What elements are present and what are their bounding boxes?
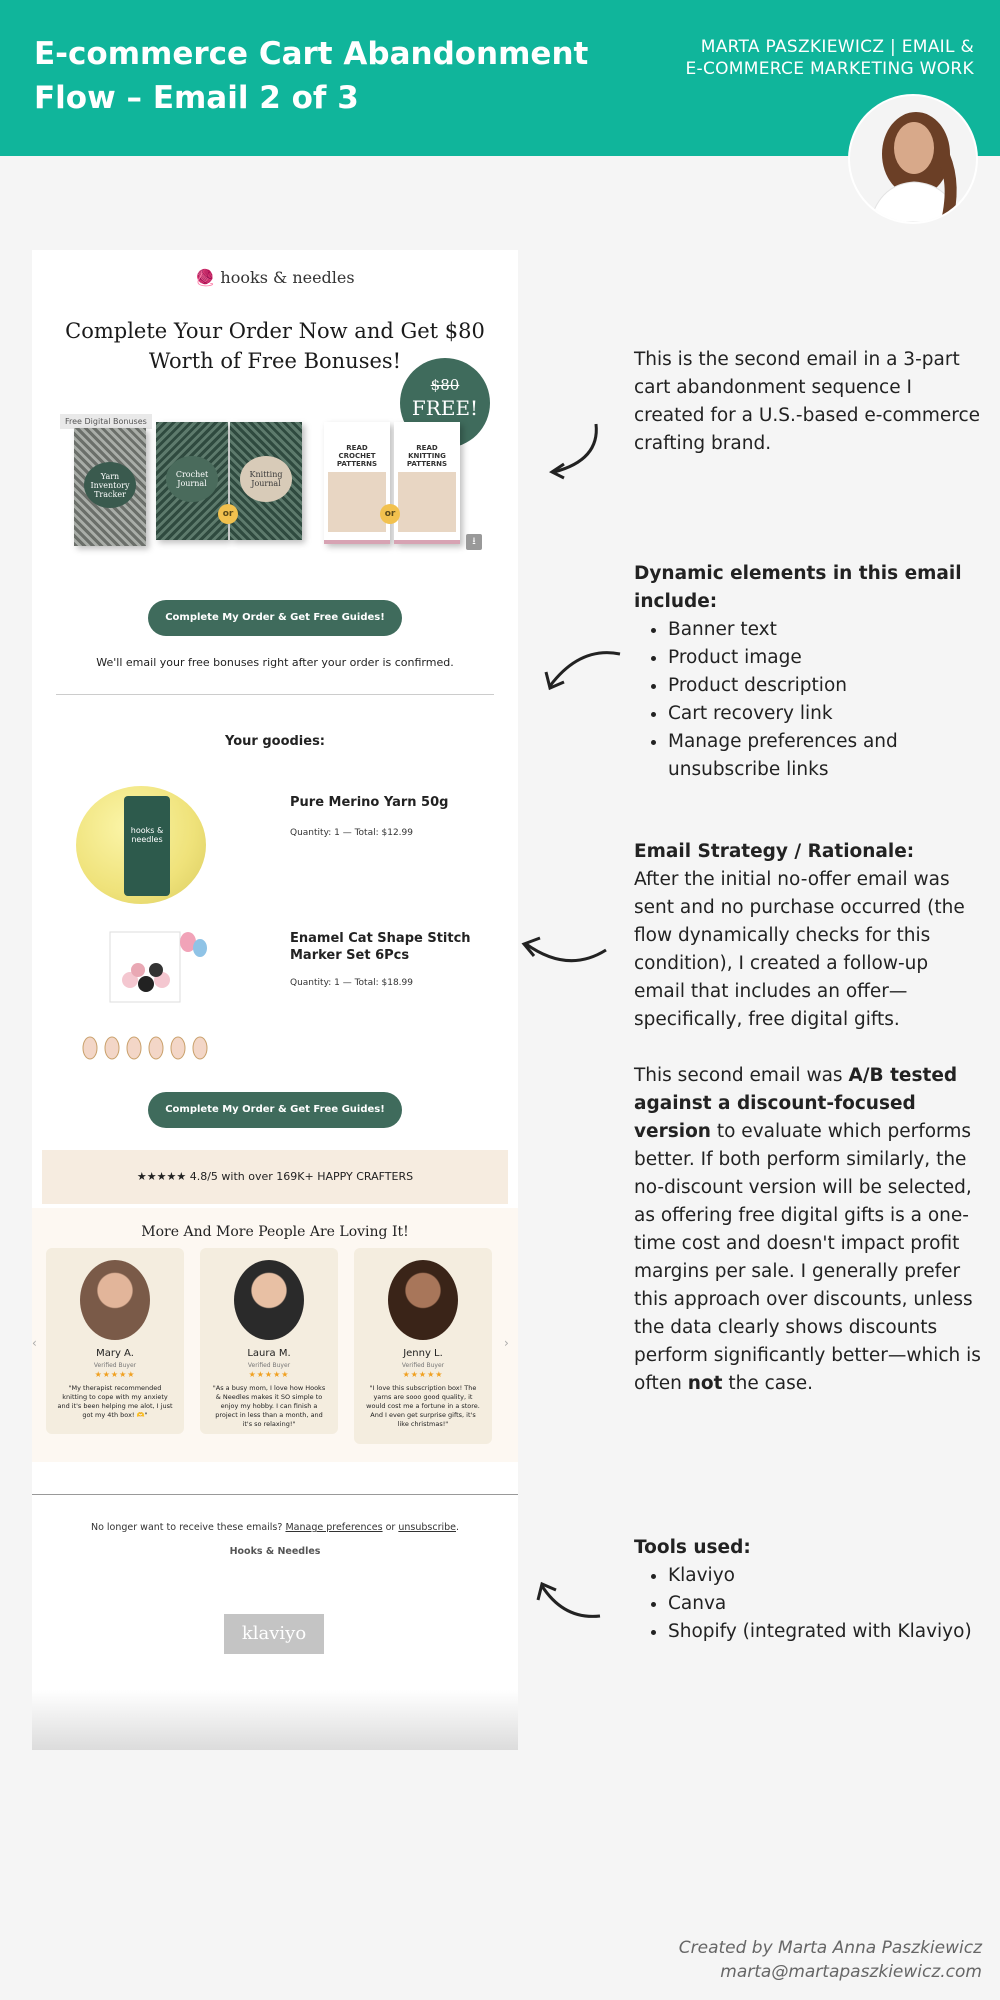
reviewer-name: Jenny L. <box>403 1348 443 1359</box>
star-rating: ★★★★★ <box>402 1370 444 1379</box>
badge-free: FREE! <box>411 396 479 420</box>
reviewer-name: Mary A. <box>96 1348 134 1359</box>
yarn-product-image <box>76 786 206 904</box>
tools-list <box>634 1562 984 1646</box>
title-line-2: Flow – Email 2 of 3 <box>34 80 359 116</box>
star-rating: ★★★★★ <box>248 1370 290 1379</box>
ab-test-paragraph: This second email was A/B tested against a discount-focused version to evaluate which performs better. If both perform similarly, the no-discount version will be selected, as offering free digital gifts is a one-time cost and doesn't impact profit margins per sale. I generally prefer this approach over discounts, unless the data clearly shows discounts perform significantly better—which is often not the case. <box>634 1065 981 1394</box>
dynamic-elements-title: Dynamic elements in this email include: <box>634 563 962 612</box>
list-item: • Manage preferences and unsubscribe links <box>668 728 984 784</box>
product-name-2: Enamel Cat Shape Stitch Marker Set 6Pcs <box>290 931 471 963</box>
reviews-section <box>32 1208 518 1462</box>
email-headline: Complete Your Order Now and Get $80 Worth of Free Bonuses! <box>65 319 485 373</box>
brand-logo: 🧶 hooks & needles <box>195 268 355 287</box>
rating-band: ★★★★★ 4.8/5 with over 169K+ HAPPY CRAFTERS <box>42 1150 508 1204</box>
list-item: • Banner text <box>668 616 984 644</box>
arrow-icon <box>518 930 612 970</box>
verified-badge: Verified Buyer <box>401 1362 445 1369</box>
complete-order-button-2[interactable]: Complete My Order & Get Free Guides! <box>148 1092 402 1128</box>
intro-text: This is the second email in a 3-part cart abandonment sequence I created for a U.S.-based e-commerce crafting brand. <box>634 349 981 454</box>
review-card <box>46 1248 184 1434</box>
list-item: • Cart recovery link <box>668 700 984 728</box>
brand-name: Hooks & Needles <box>229 1546 321 1557</box>
review-card <box>354 1248 492 1444</box>
verified-badge: Verified Buyer <box>247 1362 291 1369</box>
or-badge-2: or <box>380 504 400 524</box>
header-banner <box>0 0 1000 156</box>
book-knitting-journal: Knitting Journal <box>230 422 302 540</box>
list-item: • Product image <box>668 644 984 672</box>
star-rating: ★★★★★ <box>94 1370 136 1379</box>
chevron-right-icon[interactable]: › <box>504 1336 509 1350</box>
dynamic-elements-list <box>634 616 984 784</box>
chevron-left-icon[interactable]: ‹ <box>32 1336 37 1350</box>
review-text: "I love this subscription box! The yarns are sooo good quality, it would cost me a fortune in a store. And I even get surprise gifts, it's like christmas!" <box>366 1384 480 1428</box>
title-line-1: E-commerce Cart Abandonment <box>34 36 589 72</box>
stitch-marker-product-image <box>76 928 216 1066</box>
unsubscribe-link[interactable]: unsubscribe <box>398 1522 456 1533</box>
product-quantity-total-2: Quantity: 1 — Total: $18.99 <box>290 978 413 988</box>
list-item: • Canva <box>668 1590 984 1618</box>
list-item: • Klaviyo <box>668 1562 984 1590</box>
author-avatar <box>848 94 978 224</box>
klaviyo-logo: klaviyo <box>224 1614 324 1654</box>
arrow-icon <box>540 646 624 696</box>
list-item: • Product description <box>668 672 984 700</box>
complete-order-button[interactable]: Complete My Order & Get Free Guides! <box>148 600 402 636</box>
unsubscribe-line: No longer want to receive these emails? Manage preferences or unsubscribe. <box>90 1522 460 1533</box>
strategy-body: After the initial no-offer email was sent and no purchase occurred (the flow dynamically checks for this condition), I created a follow-up email that includes an offer—specifically, free digital gifts. <box>634 869 965 1030</box>
credits-email[interactable]: marta@martapaszkiewicz.com <box>720 1962 982 1982</box>
product-name: Pure Merino Yarn 50g <box>290 795 449 810</box>
reviewer-name: Laura M. <box>247 1348 291 1359</box>
book-yarn-tracker: Yarn Inventory Tracker <box>74 428 146 546</box>
credits-name: Created by Marta Anna Paszkiewicz <box>678 1938 982 1958</box>
reviewer-avatar <box>80 1260 150 1340</box>
divider <box>56 694 494 695</box>
list-item: • Shopify (integrated with Klaviyo) <box>668 1618 984 1646</box>
reviewer-avatar <box>388 1260 458 1340</box>
reviewer-avatar <box>234 1260 304 1340</box>
product-quantity-total: Quantity: 1 — Total: $12.99 <box>290 828 413 838</box>
download-icon[interactable]: ⭳ <box>466 534 482 550</box>
book-read-knitting: READ KNITTING PATTERNS <box>394 422 460 544</box>
author-byline <box>554 36 974 80</box>
or-badge: or <box>218 504 238 524</box>
yarn-ball-icon: 🧶 <box>195 268 216 287</box>
footer-divider <box>32 1494 518 1495</box>
strategy-section <box>634 838 984 1398</box>
bonus-note: We'll email your free bonuses right after your order is confirmed. <box>96 656 454 669</box>
review-text: "My therapist recommended knitting to cope with my anxiety and it's been helping me alot, I just got my 4th box! 🫶" <box>57 1384 173 1419</box>
review-text: "As a busy mom, I love how Hooks & Needles makes it SO simple to enjoy my hobby. I can finish a project in less than a month, and it's so relaxing!" <box>212 1384 326 1428</box>
tools-title: Tools used: <box>634 1537 751 1558</box>
author-line-2: E-COMMERCE MARKETING WORK <box>685 59 974 79</box>
dynamic-elements-section <box>634 560 984 784</box>
author-line-1: MARTA PASZKIEWICZ | EMAIL & <box>700 37 974 57</box>
verified-badge: Verified Buyer <box>93 1362 137 1369</box>
yarn-label: hooks & needles <box>124 796 170 896</box>
arrow-icon <box>544 420 604 484</box>
credits-footer <box>679 1936 982 1984</box>
book-crochet-journal: Crochet Journal <box>156 422 228 540</box>
strategy-title: Email Strategy / Rationale: <box>634 841 915 862</box>
reviews-heading: More And More People Are Loving It! <box>141 1224 409 1240</box>
page-title <box>34 32 614 120</box>
review-card <box>200 1248 338 1434</box>
goodies-heading: Your goodies: <box>224 734 326 749</box>
free-bonuses-tag: Free Digital Bonuses <box>60 414 152 429</box>
badge-old-price: $80 <box>430 376 460 394</box>
manage-preferences-link[interactable]: Manage preferences <box>285 1522 383 1533</box>
book-read-crochet: READ CROCHET PATTERNS <box>324 422 390 544</box>
tools-section <box>634 1534 984 1646</box>
email-preview <box>32 250 518 1750</box>
arrow-icon <box>534 1576 604 1622</box>
email-fade <box>32 1690 518 1750</box>
